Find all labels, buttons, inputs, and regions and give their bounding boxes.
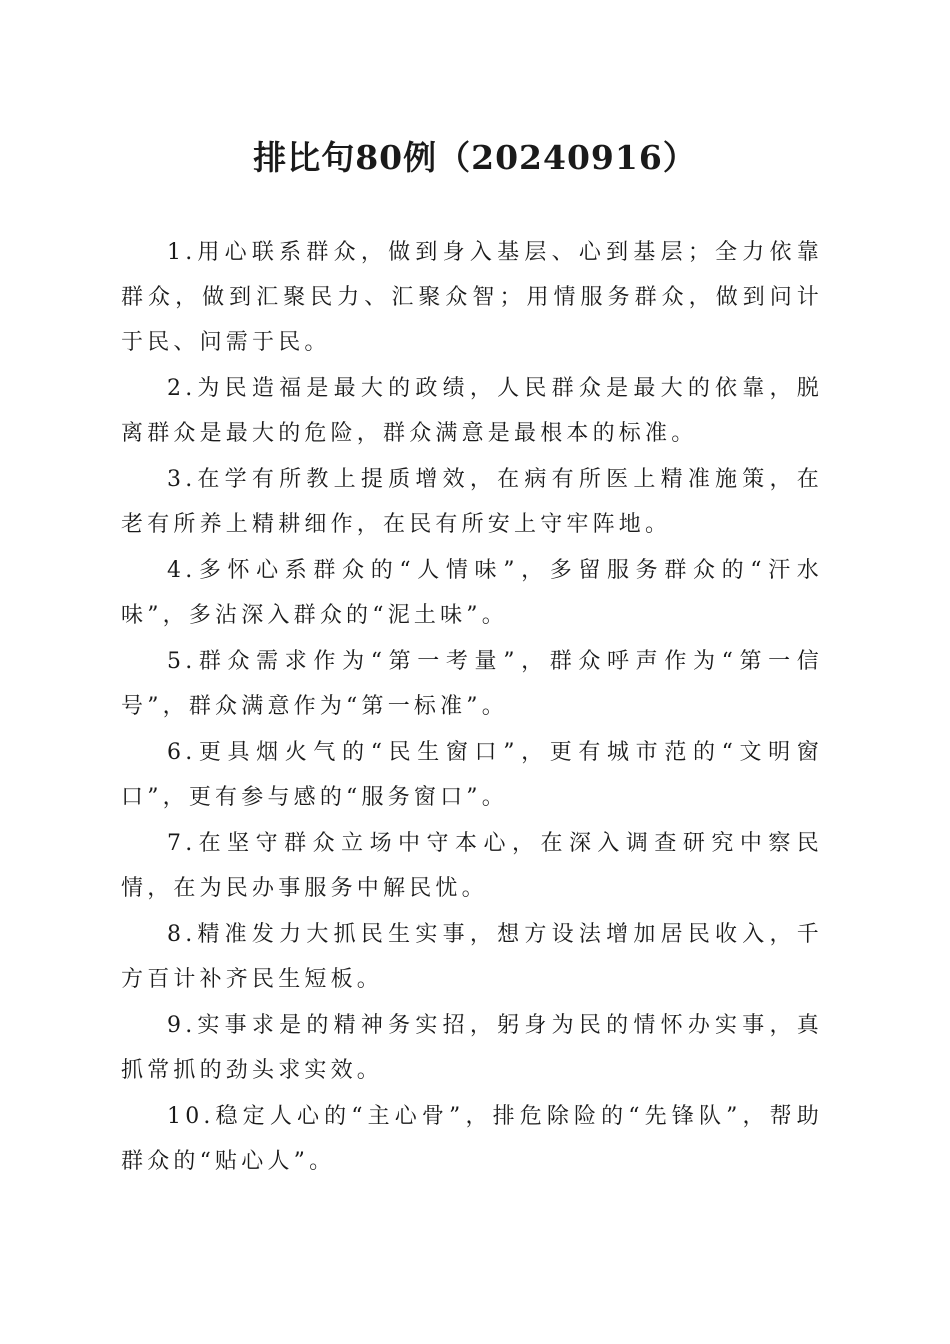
list-item: 1.用心联系群众，做到身入基层、心到基层；全力依靠群众，做到汇聚民力、汇聚众智；用情服务群众，做到问计于民、问需于民。 xyxy=(121,240,823,355)
list-item: 10.稳定人心的“主心骨”，排危除险的“先锋队”，帮助群众的“贴心人”。 xyxy=(121,1104,823,1174)
list-item: 7.在坚守群众立场中守本心，在深入调查研究中察民情，在为民办事服务中解民忧。 xyxy=(121,831,823,901)
list-item: 8.精准发力大抓民生实事，想方设法增加居民收入，千方百计补齐民生短板。 xyxy=(121,922,823,992)
list-item: 4.多怀心系群众的“人情味”，多留服务群众的“汗水味”，多沾深入群众的“泥土味”。 xyxy=(121,558,823,628)
list-item: 3.在学有所教上提质增效，在病有所医上精准施策，在老有所养上精耕细作，在民有所安上守牢阵地。 xyxy=(121,467,823,537)
list-item: 6.更具烟火气的“民生窗口”，更有城市范的“文明窗口”，更有参与感的“服务窗口”。 xyxy=(121,740,823,810)
list-item: 9.实事求是的精神务实招，躬身为民的情怀办实事，真抓常抓的劲头求实效。 xyxy=(121,1013,823,1083)
document-title: 排比句80例（20240916） xyxy=(253,138,697,177)
list-item: 2.为民造福是最大的政绩，人民群众是最大的依靠，脱离群众是最大的危险，群众满意是最根本的标准。 xyxy=(121,376,823,446)
document-body xyxy=(121,230,823,1185)
list-item: 5.群众需求作为“第一考量”，群众呼声作为“第一信号”，群众满意作为“第一标准”。 xyxy=(121,649,823,719)
